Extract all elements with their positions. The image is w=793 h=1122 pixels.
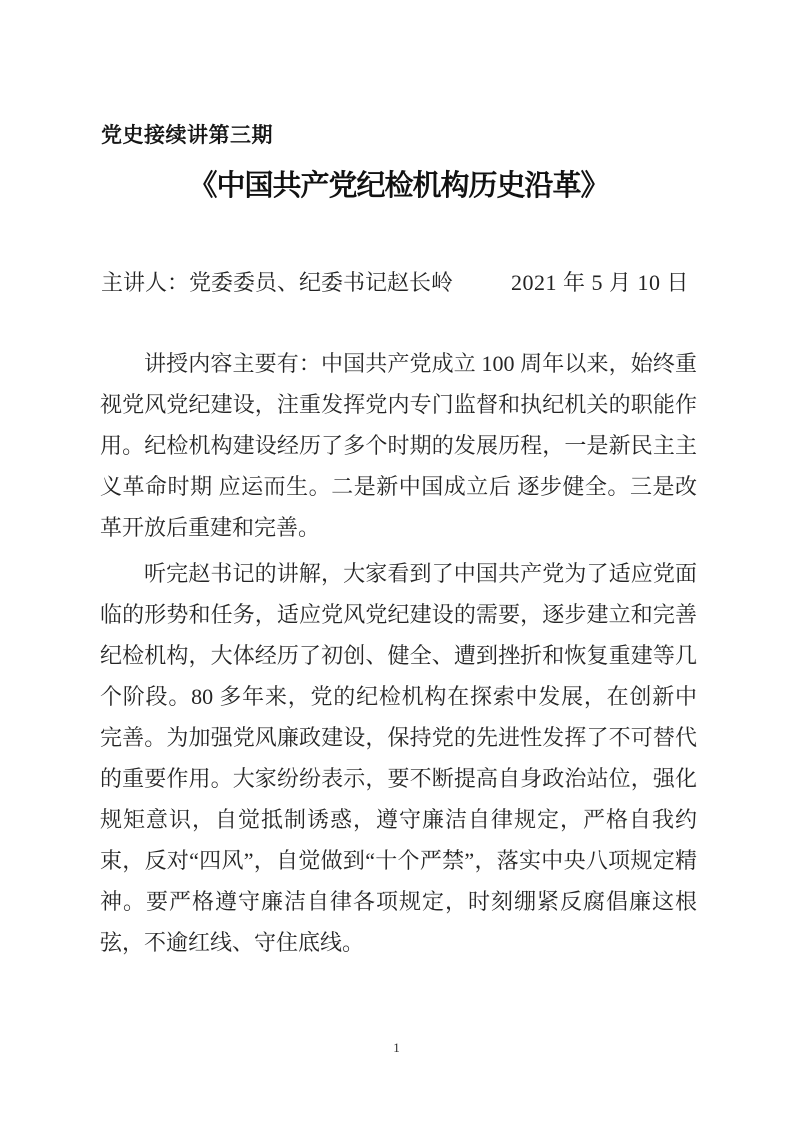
speaker-text: 主讲人：党委委员、纪委书记赵长岭 bbox=[101, 270, 454, 295]
document-title: 《中国共产党纪检机构历史沿革》 bbox=[188, 170, 609, 202]
paragraph: 讲授内容主要有：中国共产党成立 100 周年以来，始终重视党风党纪建设，注重发挥党内专门监督和执纪机关的职能作用。纪检机构建设经历了多个时期的发展历程，一是新民主主义革命时期 应运而生。二是新中国成立后 逐步健全。三是改革开放后重建和完善。 bbox=[100, 351, 697, 540]
paragraph: 听完赵书记的讲解，大家看到了中国共产党为了适应党面临的形势和任务，适应党风党纪建设的需要，逐步建立和完善纪检机构，大体经历了初创、健全、遭到挫折和恢复重建等几个阶段。80 多年来，党的纪检机构在探索中发展，在创新中完善。为加强党风廉政建设，保持党的先进性发挥了不可替代的重要作用。大家纷纷表示，要不断提高自身政治站位，强化规矩意识，自觉抵制诱惑，遵守廉洁自律规定，严格自我约束，反对“四风”，自觉做到“十个严禁”，落实中央八项规定精神。要严格遵守廉洁自律各项规定，时刻绷紧反腐倡廉这根弦，不逾红线、守住底线。 bbox=[100, 561, 697, 955]
document-body bbox=[100, 343, 697, 963]
series-header: 党史接续讲第三期 bbox=[101, 124, 273, 147]
page-number: 1 bbox=[393, 1040, 400, 1055]
speaker-line bbox=[101, 266, 697, 297]
lecture-date: 2021 年 5 月 10 日 bbox=[510, 270, 689, 295]
